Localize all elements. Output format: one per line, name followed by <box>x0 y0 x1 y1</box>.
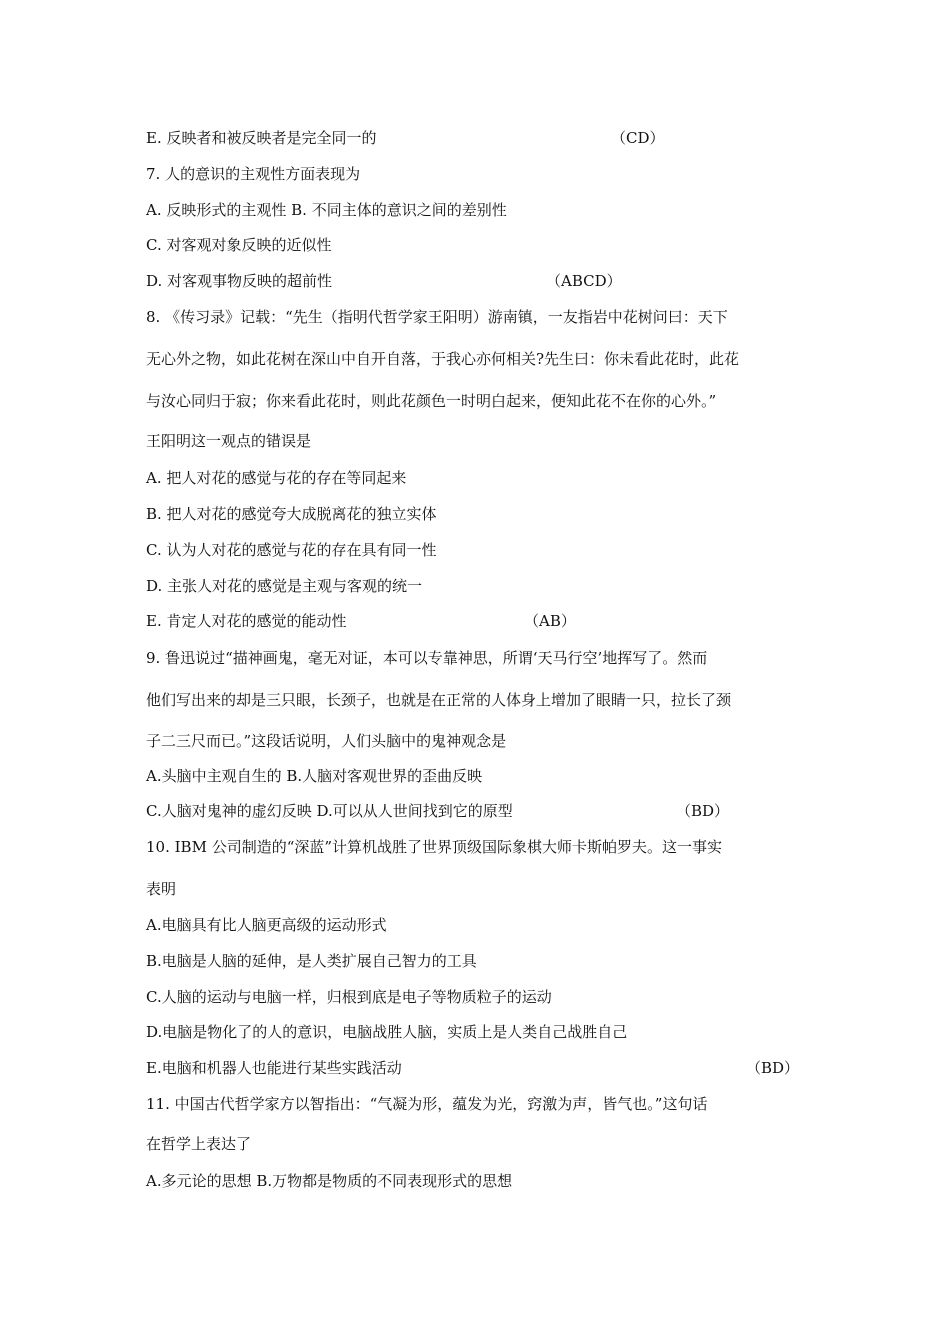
answer-key: （BD） <box>676 802 730 820</box>
answer-key: （ABCD） <box>546 272 622 290</box>
text-line: E. 肯定人对花的感觉的能动性 （AB） <box>146 612 576 630</box>
text-line: B. 把人对花的感觉夸大成脱离花的独立实体 <box>146 505 437 523</box>
text-line: 与汝心同归于寂；你来看此花时，则此花颜色一时明白起来，便知此花不在你的心外。” <box>146 392 717 410</box>
text-line: 表明 <box>146 880 177 898</box>
question-8: 8. 《传习录》记载：“先生（指明代哲学家王阳明）游南镇，一友指岩中花树问曰：天下 <box>146 308 728 326</box>
text-line: 无心外之物，如此花树在深山中自开自落，于我心亦何相关?先生曰：你未看此花时，此花 <box>146 350 740 368</box>
text-line: C. 对客观对象反映的近似性 <box>146 236 332 254</box>
text-line: E.电脑和机器人也能进行某些实践活动 （BD） <box>146 1059 800 1077</box>
answer-key: （AB） <box>524 612 576 630</box>
question-9: 9. 鲁迅说过“描神画鬼，毫无对证，本可以专靠神思，所谓‘天马行空’地挥写了。然而 <box>146 649 708 667</box>
question-11: 11. 中国古代哲学家方以智指出：“气凝为形，蕴发为光，窍激为声，皆气也。”这句话 <box>146 1095 708 1113</box>
text-line: C.人脑对鬼神的虚幻反映 D.可以从人世间找到它的原型 （BD） <box>146 802 730 820</box>
text-line: D. 对客观事物反映的超前性 （ABCD） <box>146 272 622 290</box>
text-line: E. 反映者和被反映者是完全同一的 （CD） <box>146 129 665 147</box>
answer-key: （BD） <box>746 1059 800 1077</box>
text-line: A. 反映形式的主观性 B. 不同主体的意识之间的差别性 <box>146 201 507 219</box>
text-line: D.电脑是物化了的人的意识，电脑战胜人脑，实质上是人类自己战胜自己 <box>146 1023 628 1041</box>
question-7: 7. 人的意识的主观性方面表现为 <box>146 165 361 183</box>
text-line: D. 主张人对花的感觉是主观与客观的统一 <box>146 577 423 595</box>
text-line: C. 认为人对花的感觉与花的存在具有同一性 <box>146 541 437 559</box>
answer-key: （CD） <box>611 129 665 147</box>
text-line: A.电脑具有比人脑更高级的运动形式 <box>146 916 387 934</box>
text-line: C.人脑的运动与电脑一样，归根到底是电子等物质粒子的运动 <box>146 988 552 1006</box>
text-line: A.多元论的思想 B.万物都是物质的不同表现形式的思想 <box>146 1172 513 1190</box>
text-line: 子二三尺而已。”这段话说明，人们头脑中的鬼神观念是 <box>146 732 507 750</box>
text-line: A. 把人对花的感觉与花的存在等同起来 <box>146 469 407 487</box>
text-line: B.电脑是人脑的延伸，是人类扩展自己智力的工具 <box>146 952 477 970</box>
text-line: 他们写出来的却是三只眼，长颈子，也就是在正常的人体身上增加了眼睛一只，拉长了颈 <box>146 691 732 709</box>
text-line: 王阳明这一观点的错误是 <box>146 432 312 450</box>
text-line: A.头脑中主观自生的 B.人脑对客观世界的歪曲反映 <box>146 767 483 785</box>
text-line: 在哲学上表达了 <box>146 1135 252 1153</box>
question-10: 10. IBM 公司制造的“深蓝”计算机战胜了世界顶级国际象棋大师卡斯帕罗夫。这一事实 <box>146 838 723 856</box>
